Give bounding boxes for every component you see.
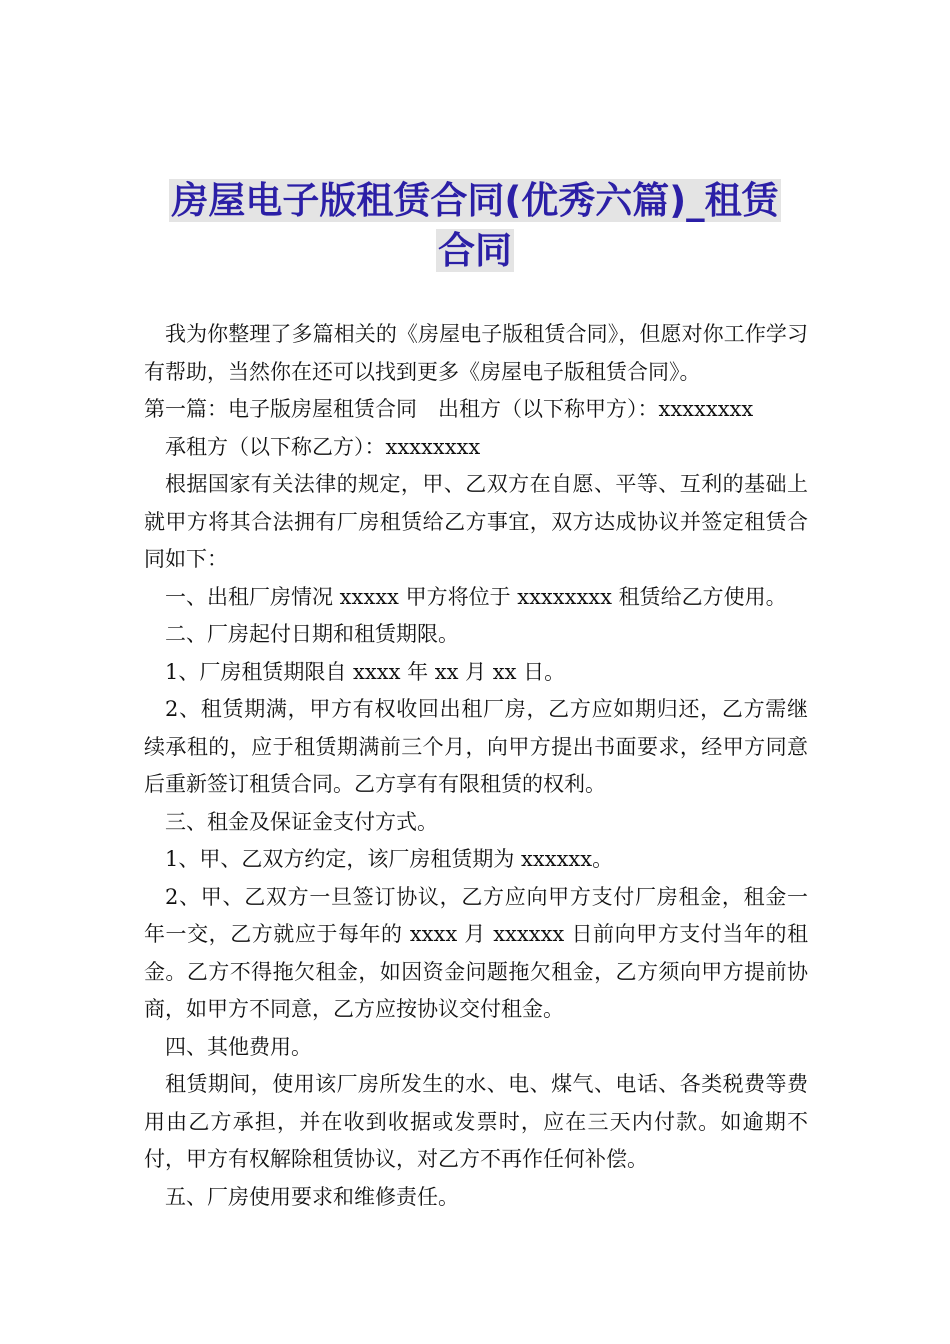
paragraph-section-4: 四、其他费用。	[165, 1034, 312, 1059]
paragraph-first-article: 第一篇：电子版房屋租赁合同 出租方（以下称甲方）：xxxxxxxx	[144, 397, 754, 421]
paragraph-section-5: 五、厂房使用要求和维修责任。	[165, 1184, 459, 1209]
paragraph-section-2: 二、厂房起付日期和租赁期限。	[165, 622, 459, 646]
title-line-1: 房屋电子版租赁合同(优秀六篇)_租赁	[171, 179, 779, 222]
paragraph-section-4-body: 租赁期间，使用该厂房所发生的水、电、煤气、电话、各类税费等费用由乙方承担，并在收到收据或发票时，应在三天内付款。如逾期不付，甲方有权解除租赁协议，对乙方不再作任何补偿。	[144, 1072, 808, 1171]
paragraph-section-3-item-2: 2、甲、乙双方一旦签订协议，乙方应向甲方支付厂房租金，租金一年一交，乙方就应于每年的 xxxx 月 xxxxxx 日前向甲方支付当年的租金。乙方不得拖欠租金，如因资金问题拖欠租金，乙方须向甲方提前协商，如甲方不同意，乙方应按协议交付租金。	[144, 884, 808, 1021]
paragraph-section-1: 一、出租厂房情况 xxxxx 甲方将位于 xxxxxxxx 租赁给乙方使用。	[165, 584, 787, 609]
paragraph-section-2-item-1: 1、厂房租赁期限自 xxxx 年 xx 月 xx 日。	[165, 659, 566, 684]
document-title	[120, 176, 830, 276]
document-body	[144, 316, 808, 1216]
paragraph-intro: 我为你整理了多篇相关的《房屋电子版租赁合同》，但愿对你工作学习有帮助，当然你在还可以找到更多《房屋电子版租赁合同》。	[144, 322, 808, 384]
paragraph-section-3: 三、租金及保证金支付方式。	[165, 809, 438, 834]
paragraph-section-2-item-2: 2、租赁期满，甲方有权收回出租厂房，乙方应如期归还，乙方需继续承租的，应于租赁期满前三个月，向甲方提出书面要求，经甲方同意后重新签订租赁合同。乙方享有有限租赁的权利。	[144, 697, 808, 796]
title-line-2: 合同	[438, 229, 512, 272]
paragraph-lessee: 承租方（以下称乙方）：xxxxxxxx	[165, 434, 481, 459]
paragraph-section-3-item-1: 1、甲、乙双方约定，该厂房租赁期为 xxxxxx。	[165, 847, 614, 871]
paragraph-preamble: 根据国家有关法律的规定，甲、乙双方在自愿、平等、互利的基础上就甲方将其合法拥有厂房租赁给乙方事宜，双方达成协议并签定租赁合同如下：	[144, 472, 808, 571]
